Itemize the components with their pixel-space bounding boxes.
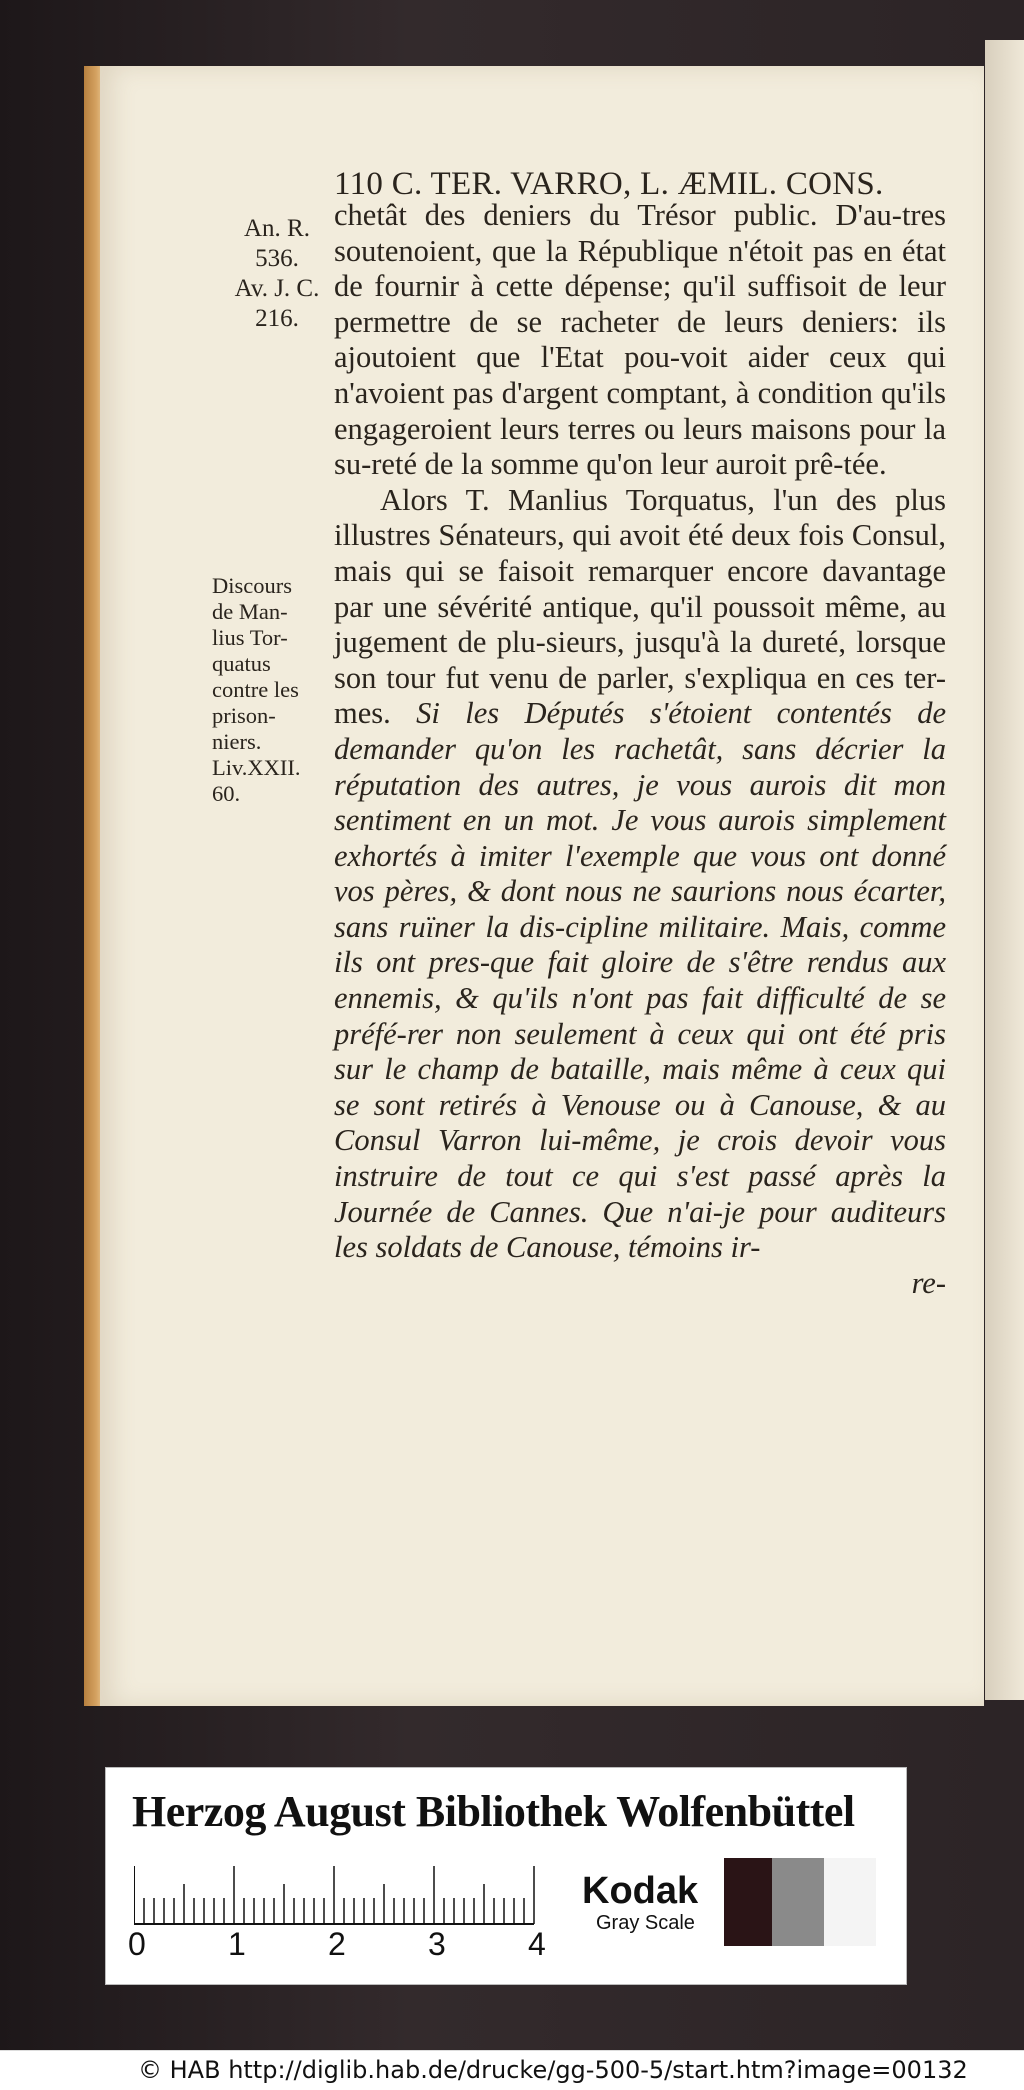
library-name: Herzog August Bibliothek Wolfenbüttel [132,1787,855,1836]
color-target-card [106,1768,906,1984]
margin-topic-note: Discours de Man- lius Tor- quatus contre les prison- niers. Liv.XXII. 60. [212,573,301,806]
swatch-dark [724,1858,772,1946]
copyright-url: © HAB http://diglib.hab.de/drucke/gg-500-5/start.htm?image=00132 [138,2056,968,2084]
catchword: re- [911,1265,946,1300]
margin-year-note: An. R. 536. Av. J. C. 216. [234,215,320,332]
adjacent-page-strip [985,40,1024,1700]
gray-scale-label: Gray Scale [596,1912,695,1934]
footer-bar [0,2050,1024,2090]
ruler-number-0: 0 [128,1926,146,1962]
paragraph-2-roman: Alors T. Manlius Torquatus, l'un des plus illustres Sénateurs, qui avoit été deux fois Consul, mais qui se faisoit remarquer encore davantage par une sévérité antique, qu'il poussoit même, au jugement de plu-sieurs, jusqu'à la dureté, lorsque son tour fut venu de parler, s'expliqua en ces ter-mes. [334,482,946,731]
page-body [334,198,946,1301]
ruler [134,1864,654,1974]
swatch-mid [772,1858,824,1946]
paragraph-2 [334,483,946,1266]
ruler-number-1: 1 [228,1926,246,1962]
paragraph-2-italic-speech: Si les Députés s'étoient contentés de demander qu'on les rachetât, sans décrier la réputation des autres, je vous aurois dit mon sentiment en un mot. Je vous aurois simplement exhortés à imiter l'exemple que vous ont donné vos pères, & dont nous ne saurions nous écarter, sans ruïner la dis-cipline militaire. Mais, comme ils ont pres-que fait gloire de s'être rendus aux ennemis, & qu'ils n'ont pas fait difficulté de se préfé-rer non seulement à ceux qui ont été pris sur le champ de bataille, mais même à ceux qui se sont retirés à Venouse ou à Canouse, & au Consul Varron lui-même, je crois devoir vous instruire de tout ce qui s'est passé après la Journée de Cannes. Que n'ai-je pour auditeurs les soldats de Canouse, témoins ir- [334,696,947,1265]
gray-scale-swatches [724,1858,884,1946]
running-head: 110 C. TER. VARRO, L. ÆMIL. CONS. [334,166,884,202]
ruler-number-2: 2 [328,1926,346,1962]
paragraph-1: chetât des deniers du Trésor public. D'au-tres soutenoient, que la République n'étoit pas en état de fournir à cette dépense; qu'il suffisoit de leur permettre de se racheter de leurs deniers: ils ajoutoient que l'Etat pou-voit aider ceux qui n'avoient pas d'argent comptant, à condition qu'ils engageroient leurs terres ou leurs maisons pour la su-reté de la somme qu'on leur auroit prê-tée. [334,198,946,482]
ruler-number-3: 3 [428,1926,446,1962]
swatch-light [824,1858,876,1946]
ruler-number-4: 4 [528,1926,546,1962]
kodak-logo: Kodak [582,1870,699,1912]
